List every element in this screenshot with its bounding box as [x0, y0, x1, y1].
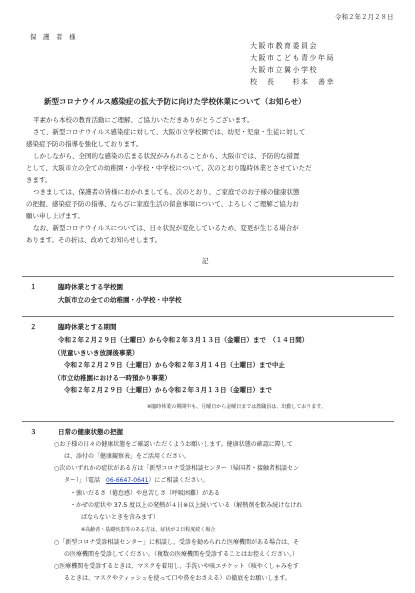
body-paragraph-5: なお、新型コロナウイルスについては、日々状況が変化しているため、変更が生じる場合が [33, 224, 299, 232]
symptom-note: ※高齢者・基礎疾患等のある方は、症状が２日程度続く場合 [81, 527, 216, 533]
body-paragraph-3: しかしながら、全国的な感染の広まる状況がみられることから、大阪市では、予防的な措置 [33, 152, 300, 160]
consult-center-item-cont [64, 478, 209, 484]
etiquette-item: ○医療機関を受診するときは、マスクを着用し、手洗いや咳エチケット（咳やくしゃみをす [54, 563, 299, 570]
health-check-item: ○お子様の日々の健康状態をご確認いただくようお願いします。健康状態の確認に際して [54, 441, 293, 448]
sender-bureau: 大阪市こども青少年局 [250, 54, 335, 62]
body-paragraph-1: 平素から本校の教育活動にご理解、ご協力いただきありがとうございます。 [33, 116, 254, 124]
consult-phone-prefix: ター）」（電話 [64, 477, 107, 484]
period-afterschool-heading: （児童いきいき放課後事業） [54, 349, 139, 357]
symptom-fever-cont: ばならないときを含みます） [81, 514, 160, 521]
ki-marker: 記 [202, 257, 209, 265]
sender-principal: 校 長 杉本 善幸 [250, 78, 335, 86]
section-divider [22, 316, 394, 317]
document-title: 新型コロナウイルス感染症の拡大予防に向けた学校休業について（お知らせ） [44, 97, 306, 106]
symptom-fatigue: ・強いだるさ（倦怠感）や息苦しさ（呼吸困難）がある [70, 490, 221, 497]
health-check-item-cont: は、添付の「健康観察表」をご活用ください。 [64, 453, 191, 460]
section-1-number: １ [30, 283, 37, 291]
recipient: 保 護 者 様 [30, 33, 76, 41]
period-kindergarten-heading: （市立幼稚園における一時預かり事業） [54, 374, 171, 382]
section-2-note: ※臨時休業の期間中も、月曜日から金曜日までは教職員は、出勤しております。 [147, 404, 326, 410]
section-3-heading: 日常の健康状態の把握 [58, 428, 123, 436]
section-2-heading: 臨時休業とする期間 [58, 323, 117, 331]
body-paragraph-3-end: きます。 [26, 176, 52, 184]
section-divider [22, 421, 394, 422]
sender-school: 大阪市立翼小学校 [250, 66, 318, 74]
document-date: 令和２年２月２８日 [335, 13, 394, 21]
body-paragraph-4-cont: の把握、感染症予防の指導、ならびに家庭生活の留意事項について、よろしくご理解ご協力お [26, 200, 299, 208]
period-school: 令和２年２月２９日（土曜日）から令和２年３月１３日（金曜日）まで （１４日間） [58, 336, 309, 344]
body-paragraph-4: つきましては、保護者の皆様におかれましても、次のとおり、ご家庭でのお子様の健康状態 [33, 188, 300, 196]
body-paragraph-5-cont: あります。その折は、改めてお知らせします。 [26, 236, 162, 244]
consult-center-item: ○次のいずれかの症状がある方は「新型コロナ受診相談センター（帰国者・接触者相談セン [54, 465, 299, 472]
sender-board: 大阪市教育委員会 [250, 42, 318, 50]
period-kindergarten: 令和２年２月２９日（土曜日）から令和２年３月１３日（金曜日）まで [64, 386, 272, 394]
section-2-number: ２ [30, 323, 37, 331]
symptom-fever: ・かぜの症状や 37.5 度以上の発熱が４日※以上続いている（解熱剤を飲み続けなけれ [70, 502, 303, 509]
etiquette-item-cont: るときは、マスクやティッシュを使って口や鼻をおさえる）の徹底をお願いします。 [64, 575, 291, 582]
period-afterschool: 令和２年２月２９日（土曜日）から令和２年３月１４日（土曜日）まで中止 [64, 361, 285, 369]
section-3-number: ３ [30, 428, 37, 436]
body-paragraph-4-end: 願い申し上げます。 [26, 212, 84, 220]
body-paragraph-2: さて、新型コロナウイルス感染症に対して、大阪市立学校園では、幼児・児童・生徒に対して [33, 128, 306, 136]
body-paragraph-2-cont: 感染症予防の指導を強化しております。 [26, 140, 143, 148]
section-1-heading: 臨時休業とする学校園 [58, 283, 123, 291]
medical-visit-item: ○「新型コロナ受診相談センター」に相談し、受診を勧められた医療機関がある場合は、そ [54, 539, 299, 546]
section-divider [22, 276, 394, 277]
consult-phone-link[interactable]: 06-6647-0641 [106, 477, 149, 484]
body-paragraph-3-cont: として、大阪市立の全ての幼稚園・小学校・中学校について、次のとおり臨時休業とさせていただ [26, 164, 312, 172]
section-1-content: 大阪市立の全ての幼稚園・小学校・中学校 [58, 296, 182, 304]
consult-phone-suffix: ）にご相談ください。 [148, 477, 209, 484]
medical-visit-item-cont: の医療機関を受診してください。（複数の医療機関を受診することはお控えください。） [64, 551, 299, 558]
